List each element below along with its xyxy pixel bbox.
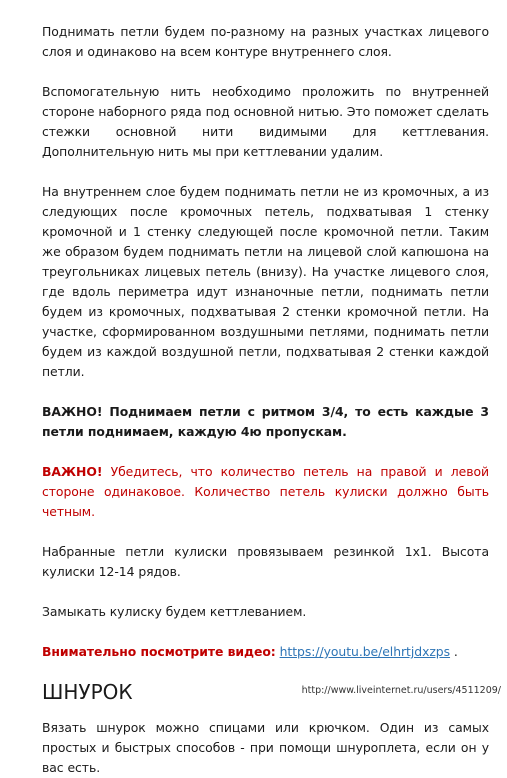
video-tail: . <box>450 644 458 659</box>
paragraph-pick-up-intro: Поднимать петли будем по-разному на разных участках лицевого слоя и одинаково на всем контуре внутреннего слоя. <box>42 24 489 59</box>
source-watermark: http://www.liveinternet.ru/users/4511209/ <box>301 685 501 696</box>
paragraph-cord-intro: Вязать шнурок можно спицами или крючком. Один из самых простых и быстрых способов - при помощи шнуроплета, если он у вас есть. <box>42 720 489 775</box>
paragraph-important-rhythm: ВАЖНО! Поднимаем петли с ритмом 3/4, то есть каждые 3 петли поднимаем, каждую 4ю пропускам. <box>42 404 489 439</box>
video-link[interactable]: https://youtu.be/elhrtjdxzps <box>279 644 451 659</box>
paragraph-auxiliary-thread: Вспомогательную нить необходимо проложить по внутренней стороне наборного ряда под основной нитью. Это поможет сделать стежки основной нити видимыми для кеттлевания. Дополнительную нить мы при кеттлевании удалим. <box>42 84 489 159</box>
important-count-text: Убедитесь, что количество петель на правой и левой стороне одинаковое. Количество петель кулиски должно быть четным. <box>42 464 489 519</box>
paragraph-video <box>42 642 489 662</box>
paragraph-important-count <box>42 462 489 522</box>
video-label: Внимательно посмотрите видео: <box>42 644 276 659</box>
paragraph-inner-layer: На внутреннем слое будем поднимать петли не из кромочных, а из следующих после кромочных петель, подхватывая 1 стенку кромочной и 1 стенку следующей после кромочной петли. Таким же образом будем поднимать петли на лицевой слой капюшона на треугольниках лицевых петель (внизу). На участке лицевого слоя, где вдоль периметра идут изнаночные петли, поднимать петли будем из кромочных, подхватывая 2 стенки кромочной петли. На участке, сформированном воздушными петлями, поднимать петли будем из каждой воздушной петли, подхватывая 2 стенки каждой петли. <box>42 184 489 379</box>
important-label: ВАЖНО! <box>42 464 103 479</box>
paragraph-closing: Замыкать кулиску будем кеттлеванием. <box>42 604 307 619</box>
paragraph-rib-knitting: Набранные петли кулиски провязываем резинкой 1х1. Высота кулиски 12-14 рядов. <box>42 544 489 579</box>
section-heading-cord: ШНУРОК <box>42 680 133 704</box>
